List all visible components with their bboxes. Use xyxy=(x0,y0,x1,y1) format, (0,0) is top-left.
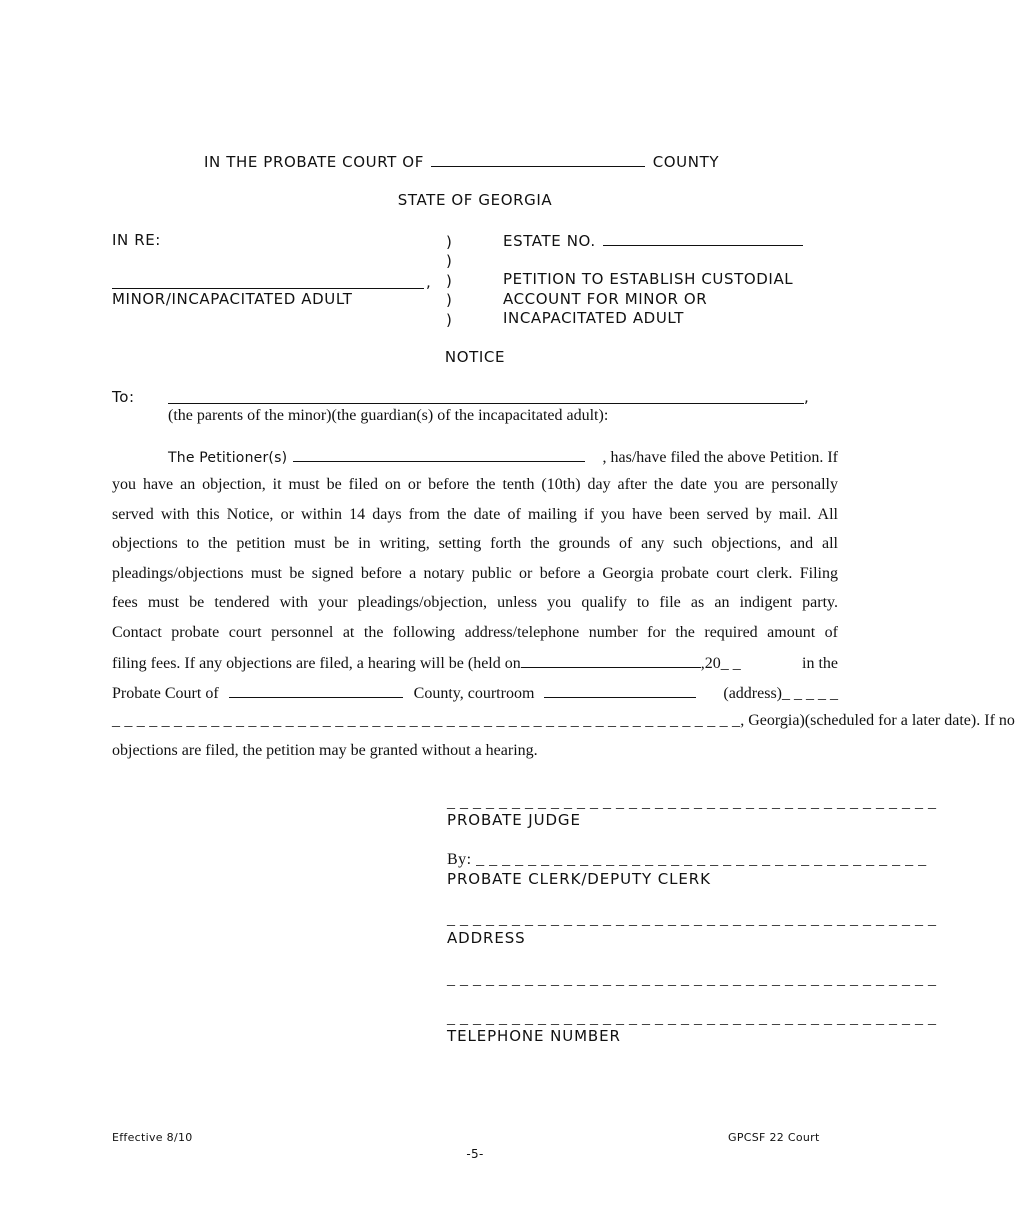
telephone-line[interactable]: _ _ _ _ _ _ _ _ _ _ _ _ _ _ _ _ _ _ _ _ _ _ _ _ _ _ _ _ _ _ _ _ _ _ _ _ _ _ xyxy=(447,1010,937,1027)
telephone-label: TELEPHONE NUMBER xyxy=(447,1027,621,1045)
caption-paren: ) xyxy=(446,272,453,290)
recipient-blank[interactable] xyxy=(168,389,804,404)
court-heading xyxy=(204,152,719,171)
body-text: filing fees. If any objections are filed, a hearing will be (held on xyxy=(112,655,521,672)
address-field-label: ADDRESS xyxy=(447,929,526,947)
body-line-7: Contact probate court personnel at the following address/telephone number for the required amount of xyxy=(112,624,838,641)
to-label: To: xyxy=(112,388,135,406)
party-comma: , xyxy=(426,273,432,291)
judge-signature-line[interactable]: _ _ _ _ _ _ _ _ _ _ _ _ _ _ _ _ _ _ _ _ _ _ _ _ _ _ _ _ _ _ _ _ _ _ _ _ _ _ xyxy=(447,794,937,811)
petitioner-label: The Petitioner(s) xyxy=(168,450,288,466)
hearing-county-blank[interactable] xyxy=(229,683,403,698)
caption-paren: ) xyxy=(446,311,453,329)
court-prefix: IN THE PROBATE COURT OF xyxy=(204,153,424,171)
probate-judge-label: PROBATE JUDGE xyxy=(447,811,581,829)
caption-paren: ) xyxy=(446,233,453,251)
hearing-year: ,20_ _ xyxy=(700,655,741,672)
body-line-6: fees must be tendered with your pleadings/objection, unless you qualify to file as an indigent party. xyxy=(112,594,838,611)
petition-title-line: ACCOUNT FOR MINOR OR xyxy=(503,290,708,308)
to-comma: , xyxy=(804,388,810,406)
clerk-signature-line[interactable] xyxy=(447,851,927,869)
petition-title-line: PETITION TO ESTABLISH CUSTODIAL xyxy=(503,270,794,288)
courtroom-blank[interactable] xyxy=(544,683,696,698)
hearing-date-blank[interactable] xyxy=(521,653,701,668)
estate-no-blank[interactable] xyxy=(603,231,803,246)
form-id: GPCSF 22 Court xyxy=(728,1131,820,1144)
body-text: County, courtroom xyxy=(413,685,535,702)
body-text: , Georgia)(scheduled for a later date). If no xyxy=(740,712,1015,729)
body-line-11: objections are filed, the petition may be granted without a hearing. xyxy=(112,742,538,759)
court-suffix: COUNTY xyxy=(652,153,720,171)
state-heading: STATE OF GEORGIA xyxy=(397,191,553,209)
recipient-note: (the parents of the minor)(the guardian(s) of the incapacitated adult): xyxy=(168,407,609,424)
address-line[interactable]: _ _ _ _ _ _ _ _ _ _ _ _ _ _ _ _ _ _ _ _ _ _ _ _ _ _ _ _ _ _ _ _ _ _ _ _ _ _ xyxy=(447,911,937,928)
address-underscores[interactable]: _ _ _ _ _ _ _ _ _ _ _ _ _ _ _ _ _ _ _ _ _ _ _ _ _ _ _ _ _ _ _ _ _ _ _ _ _ _ _ _ _ _ _ _ _ _ _ _ _ _ _ xyxy=(112,712,741,729)
body-line-2: you have an objection, it must be filed on or before the tenth (10th) day after the date you are personally xyxy=(112,476,838,493)
body-line-10 xyxy=(112,712,1015,730)
body-text: , has/have filed the above Petition. If xyxy=(602,449,838,466)
by-label: By: xyxy=(447,851,477,868)
county-blank[interactable] xyxy=(431,152,645,167)
body-line-4: objections to the petition must be in writing, setting forth the grounds of any such objections, and all xyxy=(112,535,838,552)
in-re-label: IN RE: xyxy=(112,231,161,249)
page-number: -5- xyxy=(466,1147,484,1161)
notice-title: NOTICE xyxy=(444,348,506,366)
address-label: (address)_ _ _ _ _ xyxy=(723,685,838,702)
body-line-5: pleadings/objections must be signed before a notary public or before a Georgia probate court clerk. Filing xyxy=(112,565,838,582)
body-line-3: served with this Notice, or within 14 days from the date of mailing if you have been served by mail. All xyxy=(112,506,838,523)
estate-number xyxy=(503,231,803,250)
address-line-2[interactable]: _ _ _ _ _ _ _ _ _ _ _ _ _ _ _ _ _ _ _ _ _ _ _ _ _ _ _ _ _ _ _ _ _ _ _ _ _ _ xyxy=(447,971,937,988)
effective-date: Effective 8/10 xyxy=(112,1131,193,1144)
caption-paren: ) xyxy=(446,252,453,270)
party-name-blank[interactable] xyxy=(112,274,424,289)
estate-no-label: ESTATE NO. xyxy=(503,232,596,250)
body-text: Probate Court of xyxy=(112,685,219,702)
petition-title-line: INCAPACITATED ADULT xyxy=(503,309,685,327)
body-line-1 xyxy=(112,447,838,467)
petitioner-blank[interactable] xyxy=(293,447,585,462)
clerk-label: PROBATE CLERK/DEPUTY CLERK xyxy=(447,870,711,888)
body-text: in the xyxy=(802,655,838,672)
caption-paren: ) xyxy=(446,291,453,309)
by-underscores[interactable]: _ _ _ _ _ _ _ _ _ _ _ _ _ _ _ _ _ _ _ _ _ _ _ _ _ _ _ _ _ _ _ _ _ _ _ xyxy=(476,851,927,868)
body-line-8 xyxy=(112,653,838,673)
party-label: MINOR/INCAPACITATED ADULT xyxy=(112,290,353,308)
body-line-9 xyxy=(112,683,838,703)
